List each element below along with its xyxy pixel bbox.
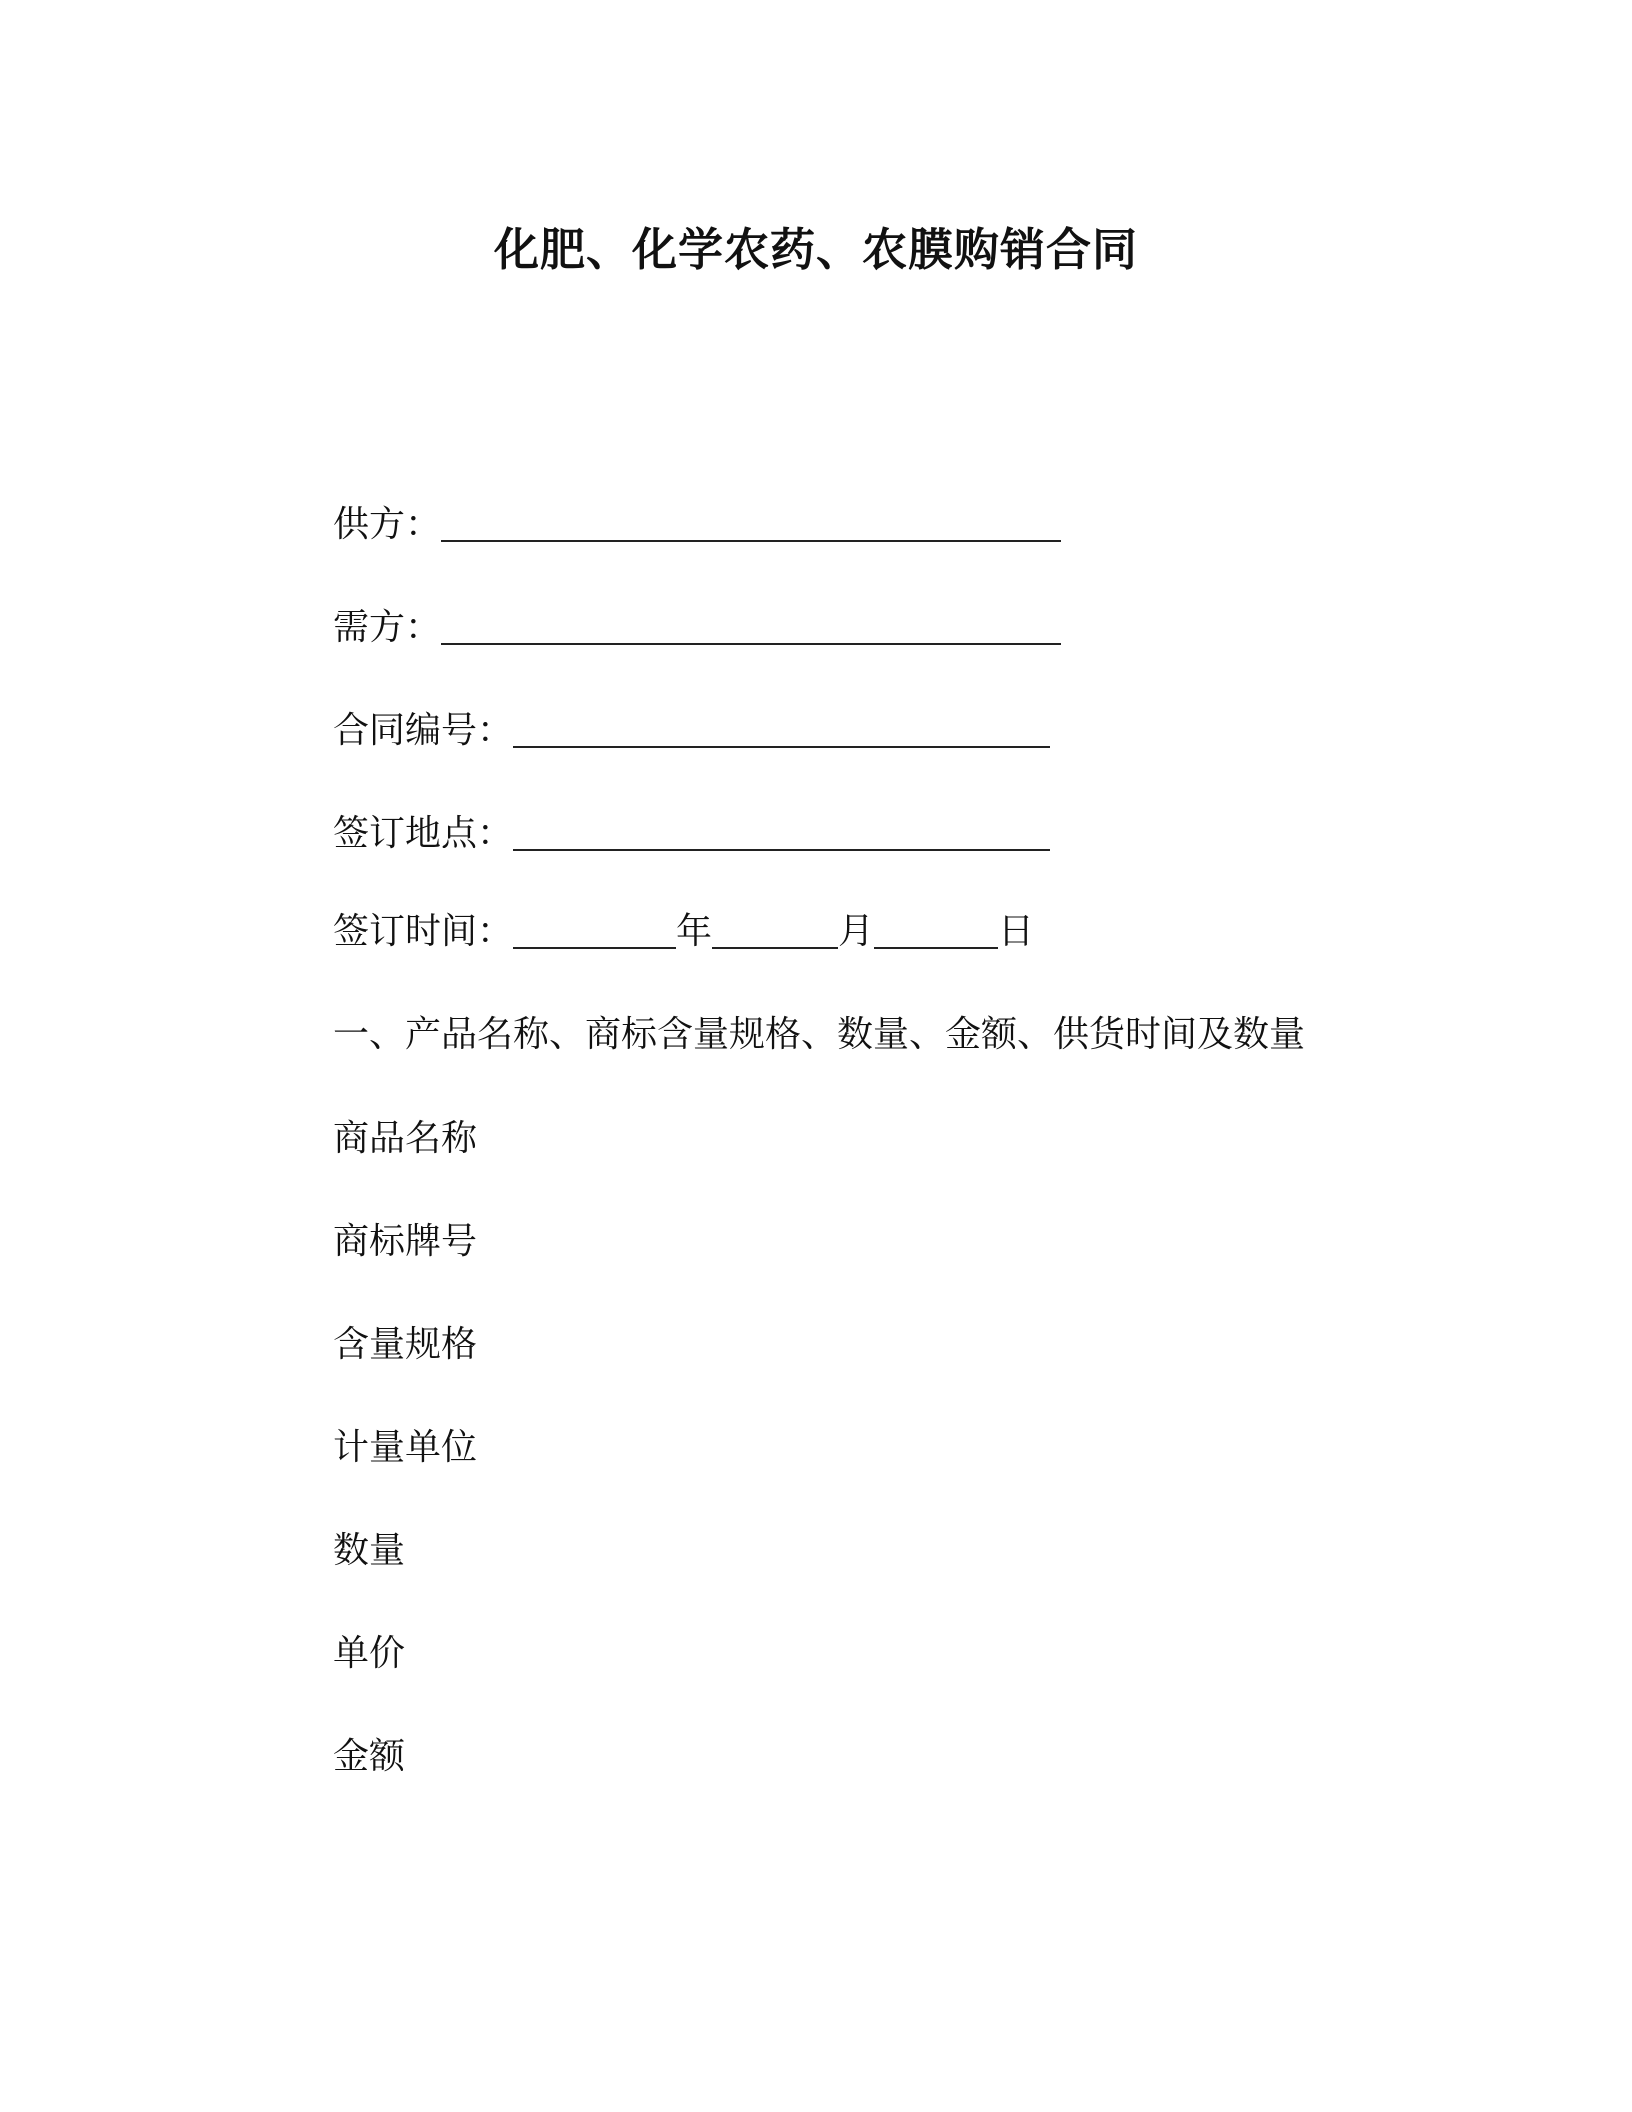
item-quantity: 数量 [333, 1530, 406, 1571]
supplier-label: 供方： [333, 504, 442, 545]
contract-no-blank[interactable] [513, 712, 1050, 748]
signing-place-blank[interactable] [513, 815, 1050, 851]
year-label: 年 [676, 911, 713, 952]
section-1-heading: 一、产品名称、商标含量规格、数量、金额、供货时间及数量 [333, 1014, 1306, 1055]
page-title: 化肥、化学农药、农膜购销合同 [493, 223, 1138, 276]
item-specification: 含量规格 [333, 1324, 478, 1365]
signing-time-label: 签订时间： [333, 911, 514, 952]
supplier-line [333, 502, 1061, 548]
year-blank[interactable] [513, 913, 676, 949]
day-label: 日 [998, 911, 1035, 952]
item-unit-price: 单价 [333, 1633, 406, 1674]
day-blank[interactable] [874, 913, 998, 949]
item-unit: 计量单位 [333, 1427, 478, 1468]
buyer-blank[interactable] [441, 609, 1061, 645]
signing-place-line [333, 811, 1050, 857]
item-trademark: 商标牌号 [333, 1221, 478, 1262]
signing-time-line [333, 909, 1034, 955]
signing-place-label: 签订地点： [333, 813, 514, 854]
buyer-label: 需方： [333, 607, 442, 648]
contract-no-label: 合同编号： [333, 710, 514, 751]
month-blank[interactable] [712, 913, 838, 949]
item-amount: 金额 [333, 1736, 406, 1777]
month-label: 月 [838, 911, 875, 952]
buyer-line [333, 605, 1061, 651]
item-product-name: 商品名称 [333, 1118, 478, 1159]
contract-no-line [333, 708, 1050, 754]
supplier-blank[interactable] [441, 506, 1061, 542]
